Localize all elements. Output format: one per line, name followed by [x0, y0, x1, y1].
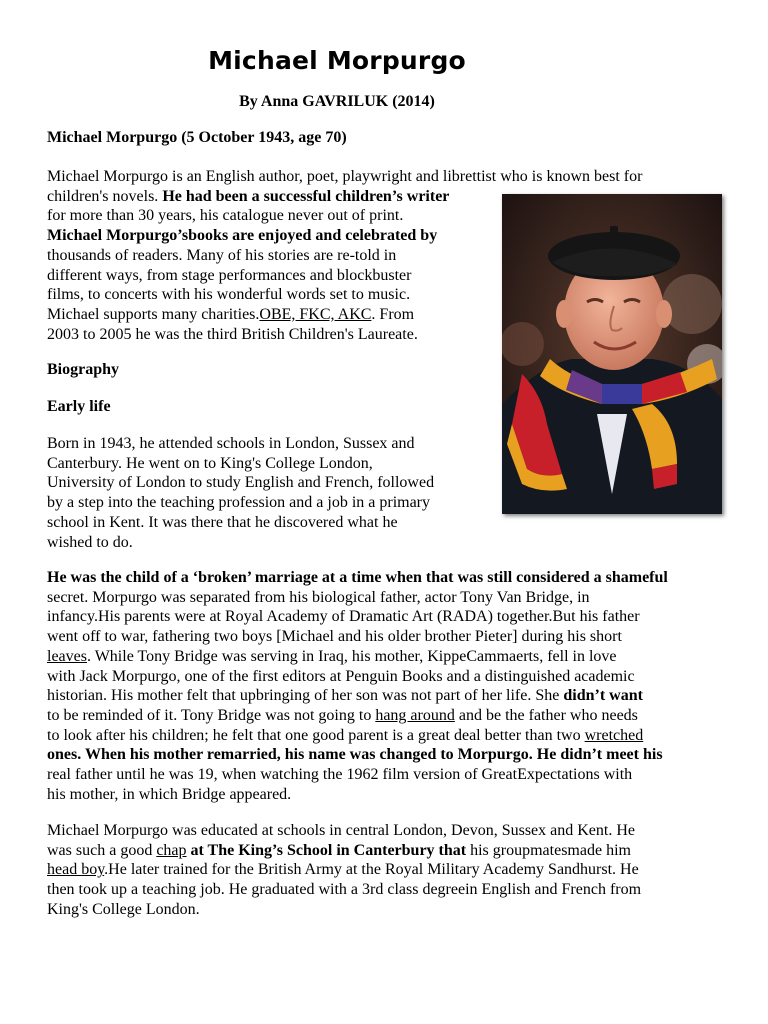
- portrait-illustration: [502, 194, 722, 514]
- text-line: infancy.His parents were at Royal Academy of Dramatic Art (RADA) together.But his father: [47, 608, 640, 626]
- text-line: wished to do.: [47, 533, 133, 551]
- text-line: King's College London.: [47, 900, 200, 918]
- text-line: University of London to study English and French, followed: [47, 474, 435, 492]
- text-line: real father until he was 19, when watching the 1962 film version of GreatExpectations with: [47, 766, 633, 784]
- early-life-paragraph: [47, 434, 497, 552]
- text-line: to look after his children; he felt that one good parent is a great deal better than two wretched: [47, 726, 644, 744]
- text-line: different ways, from stage performances and blockbuster: [47, 266, 412, 284]
- text-line: for more than 30 years, his catalogue never out of print.: [47, 207, 404, 225]
- vocab-ones[interactable]: ones: [47, 746, 78, 764]
- education-paragraph: [47, 821, 721, 920]
- text-line: to be reminded of it. Tony Bridge was not going to hang around and be the father who needs: [47, 706, 638, 724]
- text-line: He was the child of a ‘broken’ marriage at a time when that was still considered a shameful: [47, 569, 668, 586]
- text-line: children's novels. He had been a successful children’s writer: [47, 187, 450, 205]
- vocab-head-boy[interactable]: head boy: [47, 861, 105, 879]
- text-line: thousands of readers. Many of his stories are re-told in: [47, 246, 397, 264]
- portrait-photo: [502, 194, 722, 514]
- text-line: secret. Morpurgo was separated from his biological father, actor Tony Van Bridge, in: [47, 588, 590, 606]
- heading-name-dates: Michael Morpurgo (5 October 1943, age 70): [47, 129, 347, 146]
- vocab-wretched[interactable]: wretched: [584, 726, 644, 744]
- text-line: Michael Morpurgo is an English author, poet, playwright and librettist who is known best for: [47, 168, 643, 185]
- vocab-hang-around[interactable]: hang around: [375, 706, 455, 724]
- honours-link[interactable]: OBE, FKC, AKC: [259, 305, 372, 323]
- text-line: films, to concerts with his wonderful words set to music.: [47, 286, 411, 304]
- text-line: Michael supports many charities.OBE, FKC, AKC. From: [47, 305, 415, 323]
- byline: By Anna GAVRILUK (2014): [239, 93, 435, 110]
- text-line: Michael Morpurgo was educated at schools in central London, Devon, Sussex and Kent. He: [47, 822, 636, 839]
- text-line: 2003 to 2005 he was the third British Children's Laureate.: [47, 325, 418, 343]
- text-line: Born in 1943, he attended schools in London, Sussex and: [47, 435, 415, 452]
- text-line: by a step into the teaching profession and a job in a primary: [47, 494, 431, 512]
- text-line: historian. His mother felt that upbringing of her son was not part of her life. She didn’t want: [47, 687, 643, 705]
- text-line: his mother, in which Bridge appeared.: [47, 785, 292, 803]
- family-paragraph: [47, 568, 721, 804]
- text-line: went off to war, fathering two boys [Michael and his older brother Pieter] during his short: [47, 628, 622, 646]
- text-line: head boy.He later trained for the British Army at the Royal Military Academy Sandhurst. He: [47, 861, 639, 879]
- text-line: leaves. While Tony Bridge was serving in Iraq, his mother, KippeCammaerts, fell in love: [47, 647, 617, 665]
- text-line: ones. When his mother remarried, his name was changed to Morpurgo. He didn’t meet his: [47, 746, 663, 764]
- document-title: Michael Morpurgo: [208, 46, 466, 75]
- text-line: then took up a teaching job. He graduated with a 3rd class degreein English and French from: [47, 881, 642, 899]
- vocab-leaves[interactable]: leaves: [47, 647, 87, 665]
- text-line: with Jack Morpurgo, one of the first editors at Penguin Books and a distinguished academic: [47, 667, 635, 685]
- vocab-chap[interactable]: chap: [156, 841, 187, 859]
- text-line: was such a good chap at The King’s School in Canterbury that his groupmatesmade him: [47, 841, 631, 859]
- heading-biography: Biography: [47, 361, 120, 378]
- text-line: school in Kent. It was there that he discovered what he: [47, 513, 398, 531]
- text-line: Michael Morpurgo’sbooks are enjoyed and celebrated by: [47, 227, 438, 245]
- text-line: Canterbury. He went on to King's College London,: [47, 454, 373, 472]
- heading-early-life: Early life: [47, 398, 111, 415]
